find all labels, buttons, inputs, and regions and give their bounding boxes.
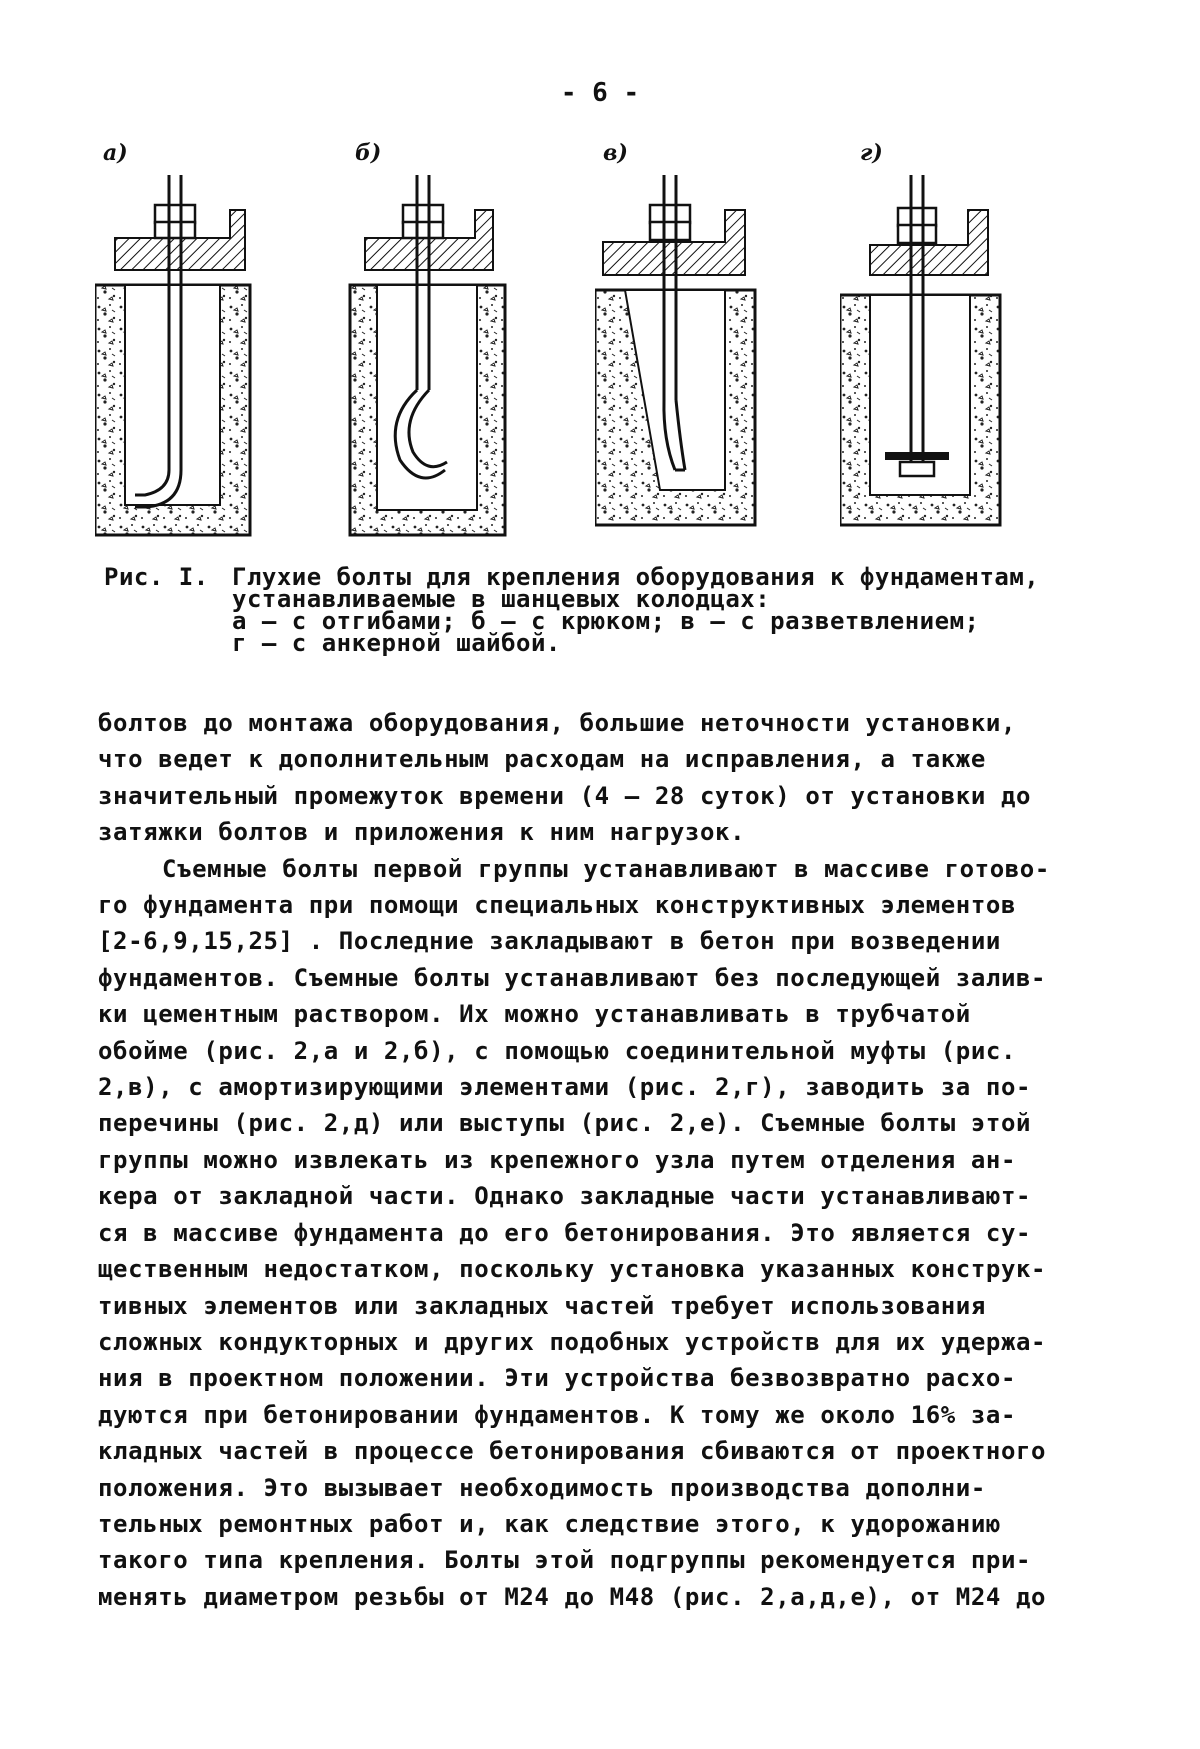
text-line: тивных элементов или закладных частей требует использования [98, 1291, 986, 1320]
text-line: 2,в), с амортизирующими элементами (рис. 2,г), заводить за по- [98, 1073, 1032, 1102]
text-line: обойме (рис. 2,а и 2,б), с помощью соединительной муфты (рис. [98, 1036, 1017, 1065]
text-line: перечины (рис. 2,д) или выступы (рис. 2,е). Съемные болты этой [98, 1109, 1032, 1138]
text-line: фундаментов. Съемные болты устанавливают без последующей залив- [98, 963, 1047, 992]
caption-line: устанавливаемые в шанцевых колодцах: [232, 585, 771, 613]
text-line: Съемные болты первой группы устанавливают в массиве готово- [162, 854, 1050, 883]
text-line: менять диаметром резьбы от М24 до М48 (рис. 2,а,д,е), от М24 до [98, 1582, 1047, 1611]
panel-label-a: а) [103, 140, 128, 166]
text-line: ся в массиве фундамента до его бетонирования. Это является су- [98, 1218, 1032, 1247]
text-line: кера от закладной части. Однако закладные части устанавливают- [98, 1182, 1032, 1211]
anchor-washer-bolt-drawing [840, 170, 1040, 560]
figure-panel-d [840, 140, 1040, 560]
text-line: щественным недостатком, поскольку установка указанных конструк- [98, 1255, 1047, 1284]
caption-line: а – с отгибами; б – с крюком; в – с разветвлением; [232, 607, 980, 635]
text-line: группы можно извлекать из крепежного узла путем отделения ан- [98, 1145, 1017, 1174]
text-line: [2-6,9,15,25] . Последние закладывают в бетон при возведении [98, 927, 1001, 956]
panel-label-b: б) [355, 140, 382, 166]
figure-panel-a [95, 140, 295, 560]
bolt-with-bends-drawing [95, 170, 295, 560]
text-line: ки цементным раствором. Их можно устанавливать в трубчатой [98, 1000, 971, 1029]
text-line: что ведет к дополнительным расходам на исправления, а также [98, 745, 986, 774]
panel-label-d: г) [860, 140, 883, 166]
caption-line: г – с анкерной шайбой. [232, 629, 561, 657]
text-line: положения. Это вызывает необходимость производства дополни- [98, 1473, 986, 1502]
figure-1 [95, 140, 1105, 560]
panel-label-c: в) [603, 140, 628, 166]
text-line: ния в проектном положении. Эти устройства безвозвратно расхо- [98, 1364, 1017, 1393]
page-number: - 6 - [560, 78, 640, 108]
text-line: тельных ремонтных работ и, как следствие этого, к удорожанию [98, 1509, 1001, 1538]
text-line: сложных кондукторных и других подобных устройств для их удержа- [98, 1327, 1047, 1356]
caption-prefix: Рис. I. [104, 563, 209, 591]
text-line: затяжки болтов и приложения к ним нагрузок. [98, 818, 746, 847]
text-line: кладных частей в процессе бетонирования сбиваются от проектного [98, 1437, 1047, 1466]
figure-panel-b [345, 140, 545, 560]
text-line: го фундамента при помощи специальных конструктивных элементов [98, 891, 1017, 920]
caption-line: Глухие болты для крепления оборудования к фундаментам, [232, 563, 1040, 591]
text-line: болтов до монтажа оборудования, большие неточности установки, [98, 709, 1017, 737]
text-line: значительный промежуток времени (4 – 28 суток) от установки до [98, 781, 1032, 810]
body-text [98, 705, 1108, 1615]
bolt-with-hook-drawing [345, 170, 545, 560]
text-line: такого типа крепления. Болты этой подгруппы рекомендуется при- [98, 1546, 1032, 1575]
text-line: дуются при бетонировании фундаментов. К тому же около 16% за- [98, 1400, 1017, 1429]
figure-panel-c [595, 140, 795, 560]
split-bolt-drawing [595, 170, 795, 560]
